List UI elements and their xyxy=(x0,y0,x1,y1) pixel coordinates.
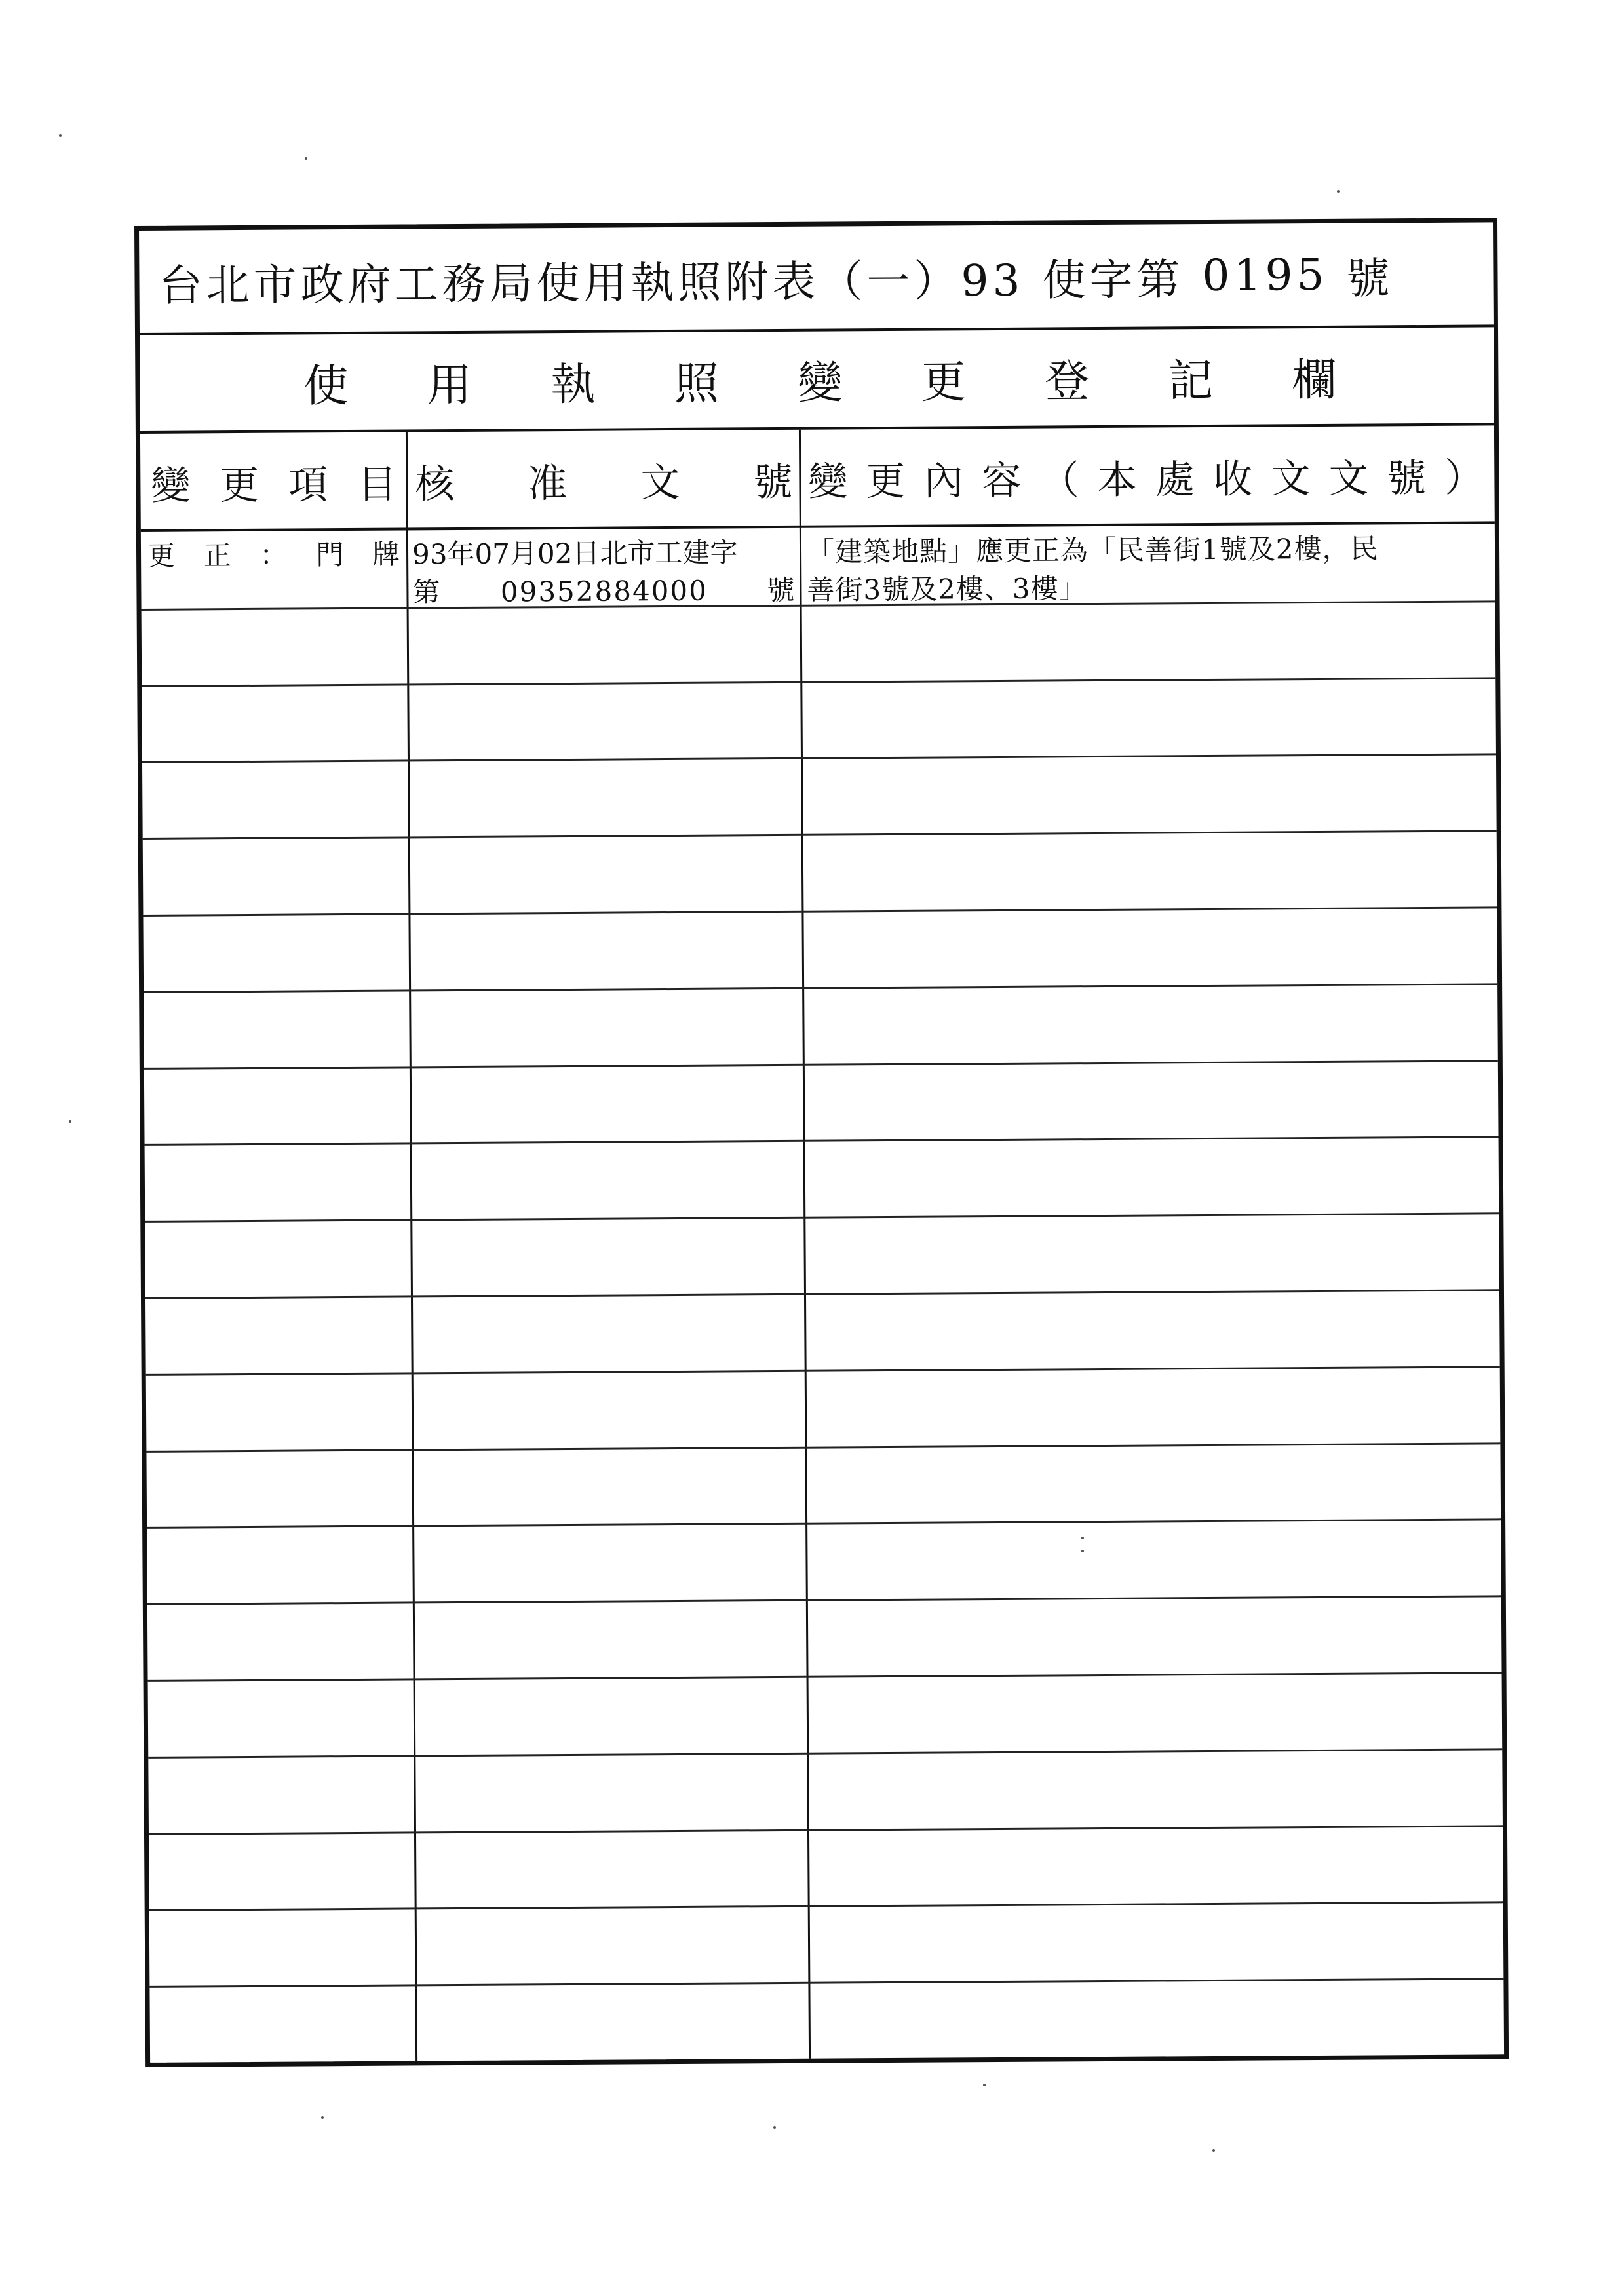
row-divider xyxy=(146,1366,1500,1376)
scan-speck xyxy=(69,1120,71,1123)
row-divider xyxy=(143,906,1497,917)
scan-speck xyxy=(321,2116,324,2119)
row-divider xyxy=(149,1825,1503,1835)
scan-speck xyxy=(773,2126,776,2129)
header-char: 項 xyxy=(288,462,328,508)
header-char: 內 xyxy=(923,458,964,505)
header-char: 文 xyxy=(1271,456,1311,503)
subtitle-char: 登 xyxy=(1045,355,1090,408)
header-change-item xyxy=(140,432,406,531)
title-number-label: 使字第 xyxy=(1042,254,1184,306)
entry-char: 更 xyxy=(147,539,176,572)
header-char: 目 xyxy=(357,461,397,508)
subtitle-char: 照 xyxy=(674,358,720,410)
content-line-1: 「建築地點」應更正為「民善街1號及2樓，民 xyxy=(806,532,1379,568)
header-char: 更 xyxy=(866,458,906,505)
header-char: 容 xyxy=(981,457,1022,505)
row-divider xyxy=(143,830,1497,841)
entry-approval-number xyxy=(408,533,800,612)
header-char: 更 xyxy=(220,462,260,509)
header-char: 本 xyxy=(1097,457,1137,504)
scan-speck xyxy=(1212,2149,1215,2152)
header-char: 核 xyxy=(415,461,455,508)
row-divider xyxy=(145,1212,1499,1223)
title-suffix: 號 xyxy=(1346,252,1394,304)
row-divider xyxy=(148,1748,1502,1759)
approval-prefix: 第 xyxy=(412,576,442,609)
header-char: 准 xyxy=(528,460,568,507)
form-subtitle xyxy=(140,327,1494,434)
row-divider xyxy=(144,983,1497,993)
table-header xyxy=(140,425,1495,532)
row-divider xyxy=(144,1060,1498,1070)
scan-speck xyxy=(305,157,307,160)
scan-speck xyxy=(59,134,62,137)
row-divider xyxy=(147,1595,1501,1605)
row-divider xyxy=(142,677,1495,687)
header-char: 號 xyxy=(753,459,793,506)
header-char: 號 xyxy=(1386,455,1427,502)
subtitle-char: 記 xyxy=(1168,354,1214,407)
subtitle-char: 更 xyxy=(921,356,967,409)
form-title xyxy=(139,222,1494,335)
header-char: （ xyxy=(1039,457,1079,504)
row-divider xyxy=(145,1289,1499,1299)
scan-speck xyxy=(1081,1537,1084,1539)
row-divider xyxy=(148,1672,1502,1682)
entry-change-content xyxy=(803,529,1495,609)
row-divider xyxy=(146,1442,1500,1453)
scan-speck xyxy=(1081,1550,1084,1552)
header-char: 文 xyxy=(1328,455,1368,502)
header-approval-number xyxy=(406,430,800,531)
header-char: 處 xyxy=(1155,457,1195,503)
row-divider xyxy=(145,1136,1499,1147)
approval-line-1: 93年07月02日北市工建字 xyxy=(412,536,738,571)
scan-speck xyxy=(1337,190,1340,193)
entry-char: ： xyxy=(260,539,288,571)
subtitle-char: 使 xyxy=(303,360,349,412)
entry-char: 門 xyxy=(316,539,344,571)
change-registration-form xyxy=(134,218,1509,2067)
header-char: 變 xyxy=(808,459,848,505)
header-char: 文 xyxy=(640,459,680,507)
header-change-content xyxy=(799,425,1495,527)
row-divider xyxy=(147,1519,1501,1529)
table-body xyxy=(141,524,1504,2063)
subtitle-char: 欄 xyxy=(1292,354,1337,406)
approval-suffix: 號 xyxy=(767,573,796,607)
title-agency: 台北市政府工務局使用執照附表（一）93 xyxy=(159,255,1024,311)
entry-char: 正 xyxy=(203,539,231,572)
entry-change-item xyxy=(141,535,406,575)
header-char: 收 xyxy=(1213,456,1253,503)
subtitle-char: 執 xyxy=(550,358,596,411)
content-line-2: 善街3號及2樓、3樓」 xyxy=(807,572,1087,606)
title-serial: 0195 xyxy=(1202,249,1328,301)
row-divider xyxy=(142,754,1496,764)
row-divider xyxy=(149,1978,1503,1988)
subtitle-char: 用 xyxy=(427,359,473,411)
header-char: 變 xyxy=(151,463,191,509)
subtitle-char: 變 xyxy=(798,356,843,410)
scan-speck xyxy=(983,2084,986,2086)
row-divider xyxy=(149,1902,1503,1912)
header-char: ） xyxy=(1444,455,1484,501)
approval-doc-number: 09352884000 xyxy=(500,574,708,608)
entry-char: 牌 xyxy=(372,538,400,571)
